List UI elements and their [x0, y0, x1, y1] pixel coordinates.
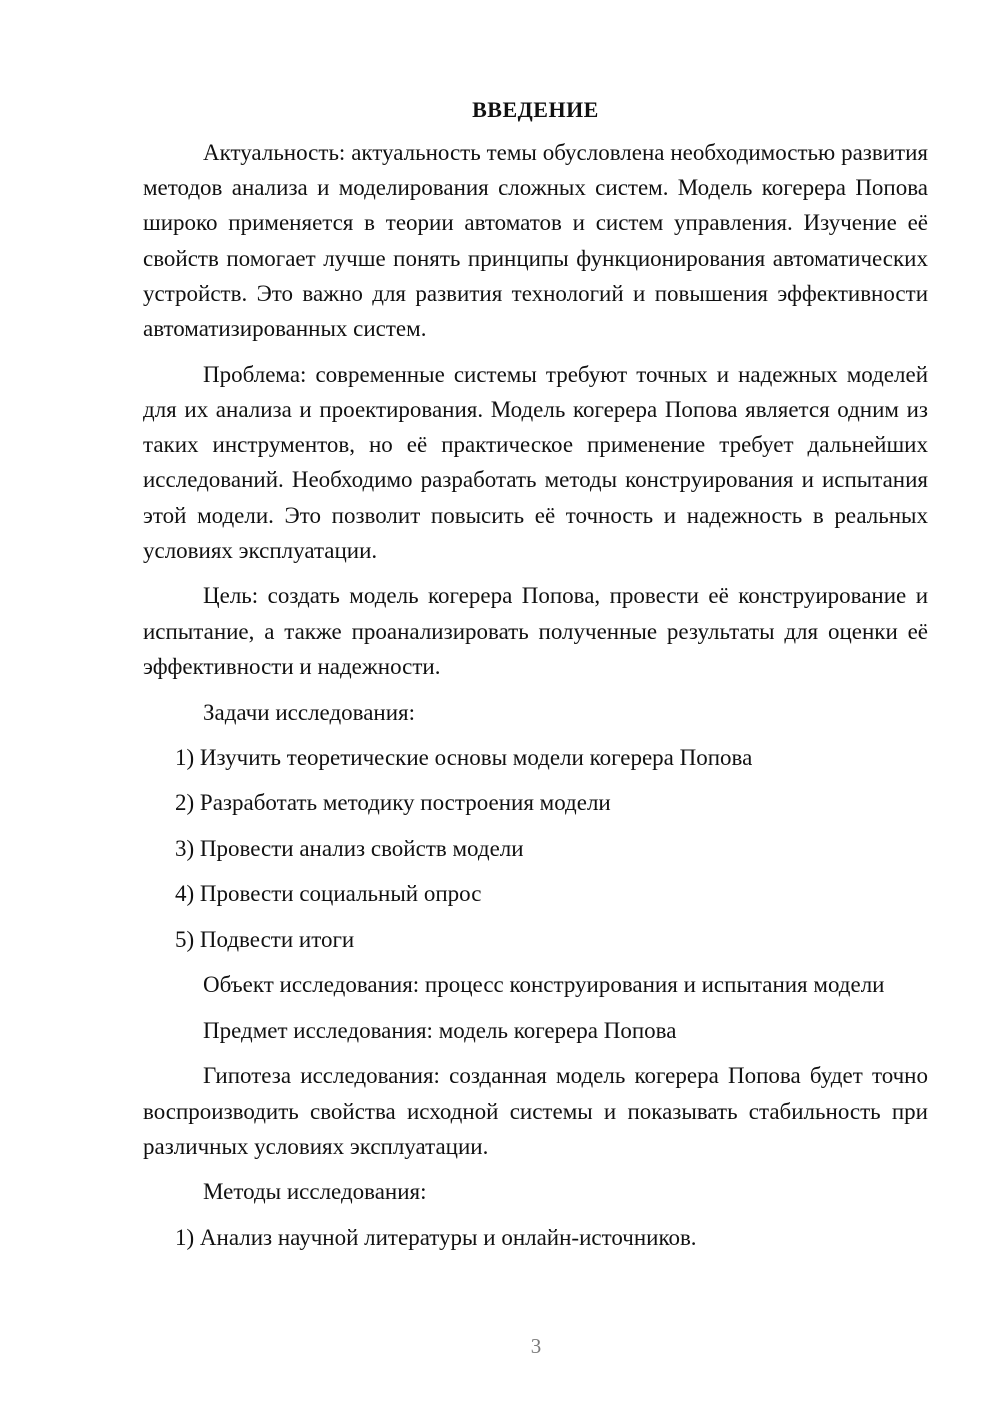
method-item-1: 1) Анализ научной литературы и онлайн-источников. [175, 1224, 697, 1250]
page-number: 3 [530, 1334, 542, 1358]
page-title: ВВЕДЕНИЕ [472, 97, 599, 122]
subject-paragraph: Предмет исследования: модель когерера Попова [203, 1017, 677, 1043]
object-paragraph: Объект исследования: процесс конструирования и испытания модели [203, 971, 885, 997]
task-item-2: 2) Разработать методику построения модели [175, 790, 611, 816]
task-item-3: 3) Провести анализ свойств модели [175, 835, 524, 861]
methods-heading: Методы исследования: [203, 1179, 427, 1205]
task-item-1: 1) Изучить теоретические основы модели когерера Попова [175, 744, 753, 770]
relevance-paragraph: Актуальность: актуальность темы обусловлена необходимостью развития методов анализа и моделирования сложных систем. Модель когерера Попова широко применяется в теории автоматов и систем управления. Изучение её свойств помогает лучше понять принципы функционирования автоматических устройств. Это важно для развития технологий и повышения эффективности автоматизированных систем. [143, 140, 928, 342]
problem-paragraph: Проблема: современные системы требуют точных и надежных моделей для их анализа и проектирования. Модель когерера Попова является одним из таких инструментов, но её практическое применение требует дальнейших исследований. Необходимо разработать методы конструирования и испытания этой модели. Это позволит повысить её точность и надежность в реальных условиях эксплуатации. [143, 361, 928, 563]
task-item-4: 4) Провести социальный опрос [175, 881, 482, 907]
tasks-heading: Задачи исследования: [203, 699, 416, 725]
goal-paragraph: Цель: создать модель когерера Попова, провести её конструирование и испытание, а также проанализировать полученные результаты для оценки её эффективности и надежности. [143, 583, 928, 679]
task-item-5: 5) Подвести итоги [175, 926, 355, 952]
hypothesis-paragraph: Гипотеза исследования: созданная модель когерера Попова будет точно воспроизводить свойства исходной системы и показывать стабильность при различных условиях эксплуатации. [143, 1063, 928, 1159]
page-content [143, 95, 928, 1265]
